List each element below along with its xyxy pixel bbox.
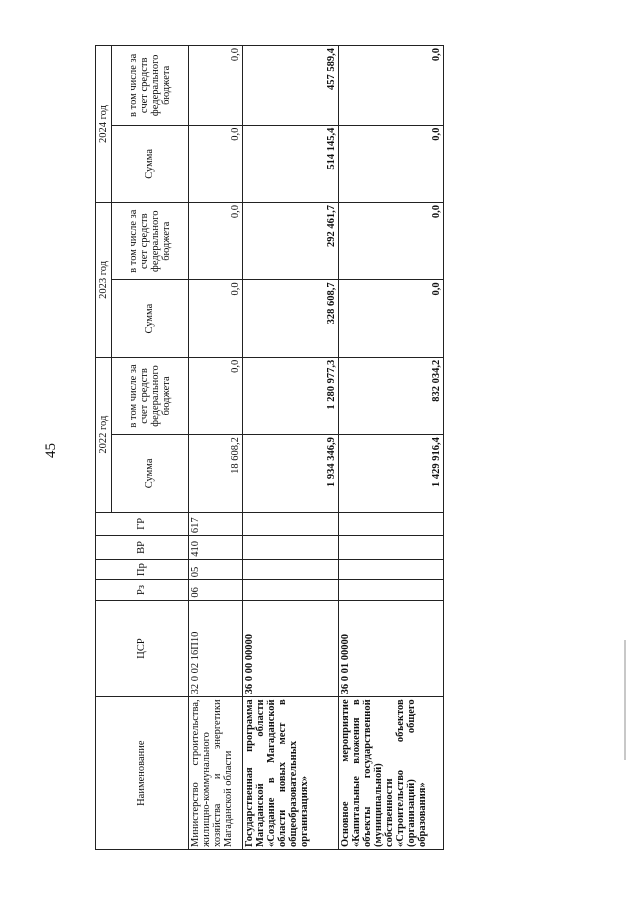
row-name: Министерство строительства, жилищно-коммунального хозяйства и энергетики Магаданской области — [188, 697, 242, 850]
budget-table-rotated — [95, 45, 444, 850]
row-federal-2022: 832 034,2 — [338, 357, 443, 434]
row-federal-2022: 1 280 977,3 — [243, 357, 338, 434]
row-rz — [338, 580, 443, 600]
header-gr: ГР — [96, 512, 189, 536]
header-pr: Пр — [96, 559, 189, 579]
row-federal-2023: 0,0 — [338, 203, 443, 280]
row-rz: 06 — [188, 580, 242, 600]
header-sum-2023: Сумма — [111, 280, 188, 357]
header-federal-2024: в том числе за счет средств федерального бюджета — [111, 46, 188, 126]
header-csr: ЦСР — [96, 600, 189, 697]
row-rz — [243, 580, 338, 600]
row-federal-2024: 0,0 — [188, 46, 242, 126]
header-federal-2023: в том числе за счет средств федерального бюджета — [111, 203, 188, 280]
table-row — [188, 46, 242, 850]
row-sum-2022: 1 934 346,9 — [243, 435, 338, 512]
row-name: Основное мероприятие «Капитальные вложения в объекты государственной (муниципальной) собственности «Строительство объектов (организаций) общего образования» — [338, 697, 443, 850]
scan-edge-mark — [624, 640, 626, 760]
row-sum-2022: 18 608,2 — [188, 435, 242, 512]
row-federal-2024: 457 589,4 — [243, 46, 338, 126]
header-sum-2022: Сумма — [111, 435, 188, 512]
row-federal-2023: 0,0 — [188, 203, 242, 280]
row-pr — [243, 559, 338, 579]
row-vr — [243, 536, 338, 560]
row-sum-2023: 0,0 — [338, 280, 443, 357]
header-federal-2022: в том числе за счет средств федерального бюджета — [111, 357, 188, 434]
header-year-2023: 2023 год — [96, 203, 112, 358]
page-number: 45 — [43, 443, 59, 458]
row-sum-2024: 0,0 — [338, 125, 443, 202]
table-row — [338, 46, 443, 850]
row-sum-2023: 0,0 — [188, 280, 242, 357]
table-row — [243, 46, 338, 850]
budget-table — [95, 45, 444, 850]
row-pr — [338, 559, 443, 579]
row-gr — [338, 512, 443, 536]
row-csr: 36 0 01 00000 — [338, 600, 443, 697]
row-federal-2023: 292 461,7 — [243, 203, 338, 280]
header-name: Наименование — [96, 697, 189, 850]
header-year-2024: 2024 год — [96, 46, 112, 203]
row-sum-2023: 328 608,7 — [243, 280, 338, 357]
row-vr — [338, 536, 443, 560]
row-csr: 32 0 02 16П10 — [188, 600, 242, 697]
row-sum-2024: 514 145,4 — [243, 125, 338, 202]
row-sum-2024: 0,0 — [188, 125, 242, 202]
header-rz: Рз — [96, 580, 189, 600]
header-row-years — [96, 46, 112, 850]
row-csr: 36 0 00 00000 — [243, 600, 338, 697]
header-sum-2024: Сумма — [111, 125, 188, 202]
row-federal-2022: 0,0 — [188, 357, 242, 434]
row-sum-2022: 1 429 916,4 — [338, 435, 443, 512]
row-federal-2024: 0,0 — [338, 46, 443, 126]
row-name: Государственная программа Магаданской области «Создание в Магаданской области новых мест в общеобразовательных организациях» — [243, 697, 338, 850]
header-vr: ВР — [96, 536, 189, 560]
row-vr: 410 — [188, 536, 242, 560]
row-gr: 617 — [188, 512, 242, 536]
row-gr — [243, 512, 338, 536]
header-year-2022: 2022 год — [96, 357, 112, 512]
row-pr: 05 — [188, 559, 242, 579]
